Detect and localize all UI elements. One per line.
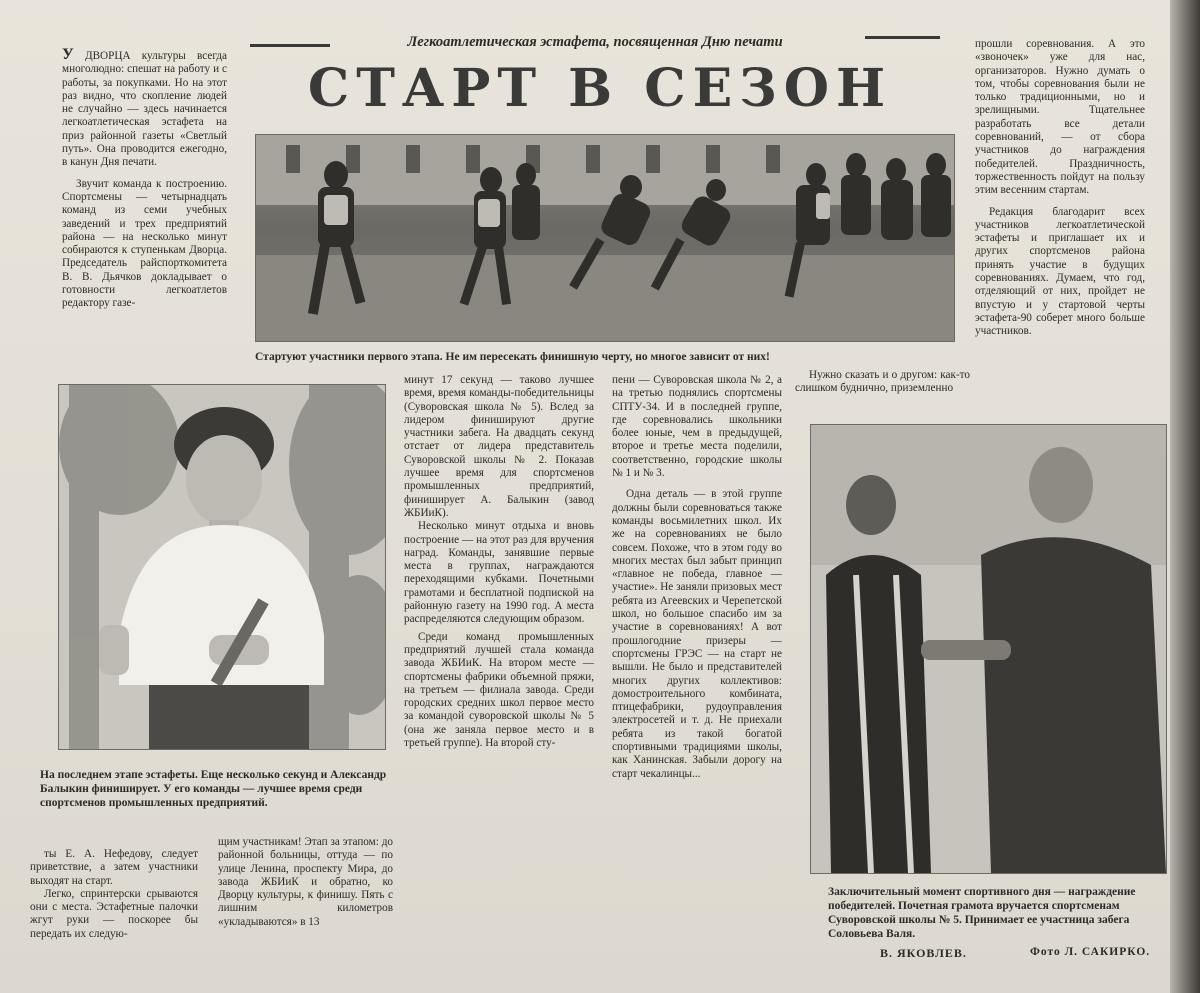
photo-relay-start-image xyxy=(256,135,954,341)
paragraph: минут 17 секунд — таково лучшее время, время команды-победительницы (Суворовская школа № 5). Вслед за лидером финишируют другие участники забега. На двадцать секунд отстает от лидера представитель Суворовской школы № 2. Показав лучшее время для спортсменов промышленных предприятий, финиширует А. Балыкин (завод ЖБИиК). xyxy=(404,374,594,519)
column-bottom-2 xyxy=(218,836,393,929)
paragraph: щим участникам! Этап за этапом: до районной больницы, оттуда — по улице Ленина, проспекту Мира, до завода ЖБИиК и обратно, ко Дворцу культуры, к финишу. Пять с лишним километров «укладываются» в 13 xyxy=(218,836,393,928)
author-credit: В. ЯКОВЛЕВ. xyxy=(880,946,967,960)
paragraph: Звучит команда к построению. Спортсмены — четырнадцать команд из семи учебных заведений и трех предприятий района — на несколько минут собираются к ступенькам Дворца. Председатель райспорткомитета В. В. Дьячков докладывает о готовности легкоатлетов редактору газе- xyxy=(62,177,227,310)
paragraph: Редакция благодарит всех участников легкоатлетической эстафеты и приглашает их и других спортсменов района принять участие в будущих соревнованиях. Думаем, что год, отделяющий от них, пройдет не впустую и у стартовой черты эстафета-90 соберет много больше участников. xyxy=(975,205,1145,338)
paragraph: пени — Суворовская школа № 2, а на третью поднялись спортсмены СПТУ-34. И в последней группе, где соревновались школьники более юные, чем в предыдущей, второе и третье места поделили, соответственно, городские школы № 1 и № 3. xyxy=(612,374,782,480)
column-middle-1 xyxy=(404,374,594,750)
photo-top-caption: Стартуют участники первого этапа. Не им пересекать финишную черту, но многое зависит от них! xyxy=(255,351,770,363)
paragraph: прошли соревнования. А это «звоночек» уже для нас, организаторов. Нужно думать о том, чтобы соревнования были не только традиционными, но и зрелищными. Тщательнее разработать все детали соревнований, — от сбора участников до награждения победителей. Праздничность, торжественность пойдут на пользу этим весенним стартам. xyxy=(975,38,1145,197)
photo-award-ceremony xyxy=(810,424,1167,874)
photo-relay-start xyxy=(255,134,955,342)
photo-credit: Фото Л. САКИРКО. xyxy=(1030,946,1151,958)
column-bottom-1 xyxy=(30,848,198,941)
paragraph: Одна деталь — в этой группе должны были соревноваться также команды восьмилетних школ. Их же на соревнованиях не было совсем. Похоже, что в этом году во многих местах был забыт принцип «главное не победа, главное — участие». Не заняли призовых мест ребята из Агеевских и Черепетской школ, но большое спасибо им за участие в соревнованиях! А вот прошлогодние призеры — спортсмены ГРЭС — на старт не вышли. Не было и представителей многих других коллективов: домостроительного комбината, птицефабрики, рудоуправления электросетей и т. д. Не приехали ребята из такой богатой спортивными традициями школы, как Ханинская. Забыли дорогу на старт чекалинцы... xyxy=(612,488,782,780)
column-left-top xyxy=(62,48,227,311)
drop-cap: У xyxy=(62,46,74,63)
paragraph: Легко, спринтерски срываются они с места. Эстафетные палочки жгут руки — поскорее бы передать их следую- xyxy=(30,887,198,940)
paragraph: ты Е. А. Нефедову, следует приветствие, а затем участники выходят на старт. xyxy=(30,848,198,887)
photo-runner-finish-image xyxy=(59,385,385,749)
paragraph: Нужно сказать и о другом: как-то слишком буднично, приземленно xyxy=(795,369,970,395)
photo-award-ceremony-image xyxy=(811,425,1166,873)
article-kicker: Легкоатлетическая эстафета, посвященная Дню печати xyxy=(407,34,783,50)
paragraph: Несколько минут отдыха и вновь построение — на этот раз для вручения наград. Команды, занявшие первые места в группах, награждаются переходящими кубками. Почетными грамотами и бесплатной подпиской на районную газету на 1990 год. А места распределяются следующим образом. xyxy=(404,520,594,626)
column-middle-2 xyxy=(612,374,782,781)
column-middle-3 xyxy=(795,369,970,396)
page-edge-shadow xyxy=(1170,0,1200,993)
photo-left-caption: На последнем этапе эстафеты. Еще несколько секунд и Александр Балыкин финиширует. У его команды — лучшее время среди спортсменов промышленных предприятий. xyxy=(40,769,387,809)
paragraph: Среди команд промышленных предприятий лучшей стала команда завода ЖБИиК. На втором месте — спортсмены фабрики объемной пряжи, на третьем — филиала завода. Среди городских средних школ первое место за командой суворовской школы № 5 (она же заняла первое место и в третьей группе). На второй сту- xyxy=(404,630,594,750)
photo-right-caption: Заключительный момент спортивного дня — награждение победителей. Почетная грамота вручается спортсменам Суворовской школы № 5. Принимает ее участница забега Соловьева Валя. xyxy=(828,886,1136,940)
photo-runner-finish xyxy=(58,384,386,750)
paragraph-text: ДВОРЦА культуры всегда многолюдно: спешат на работу и с работы, за покупками. Но на этот раз видно, что скопление людей не случайно — здесь начинается легкоатлетическая эстафета на приз районной газеты «Светлый путь». Она проводится ежегодно, в канун Дня печати. xyxy=(62,50,228,169)
article-headline: СТАРТ В СЕЗОН xyxy=(307,58,893,119)
column-right-top xyxy=(975,38,1145,339)
paragraph xyxy=(62,48,227,170)
